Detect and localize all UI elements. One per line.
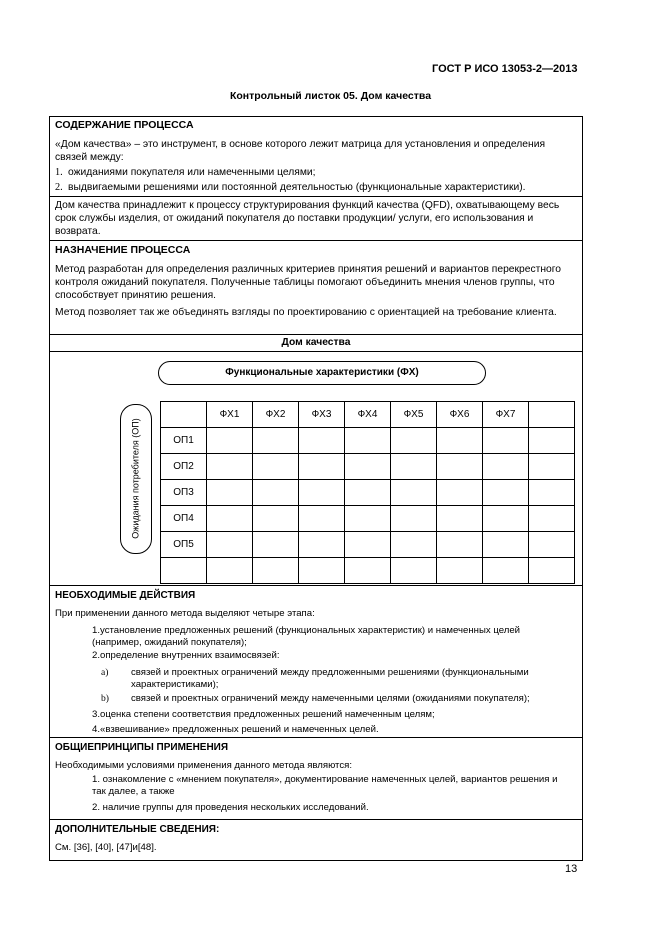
divider [49, 585, 583, 586]
row-header: ОП2 [161, 454, 207, 480]
list-item: 3.оценка степени соответствия предложенных решений намеченным целям; [92, 709, 435, 720]
matrix-cell [207, 454, 253, 480]
paragraph: «Дом качества» – это инструмент, в основе которого лежит матрица для установления и определения связей между: [55, 139, 546, 163]
matrix-cell [345, 558, 391, 584]
column-header: ФХ4 [345, 402, 391, 428]
column-header: ФХ1 [207, 402, 253, 428]
matrix-cell [483, 454, 529, 480]
paragraph: Метод разработан для определения различных критериев принятия решений и вариантов перекрестного контроля ожиданий покупателя. Полученные таблицы помогают объединить мнения членов группы, что способствует принятию решения. [55, 264, 562, 301]
column-header: ФХ6 [437, 402, 483, 428]
customer-expectations-oval [120, 404, 152, 554]
paragraph: Метод позволяет так же объединять взгляды по проектированию с ориентацией на требование клиента. [55, 307, 557, 318]
section-heading: ДОПОЛНИТЕЛЬНЫЕ СВЕДЕНИЯ: [55, 824, 220, 835]
paragraph: Необходимыми условиями применения данного метода являются: [55, 760, 352, 771]
matrix-cell [345, 428, 391, 454]
matrix-cell [529, 402, 575, 428]
list-item: 1.установление предложенных решений (функциональных характеристик) и намеченных целей (например, ожиданий покупателя); [92, 625, 521, 648]
matrix-cell [253, 480, 299, 506]
matrix-cell [299, 558, 345, 584]
matrix-cell [529, 532, 575, 558]
list-text: выдвигаемыми решениями или постоянной деятельностью (функциональные характеристики). [68, 182, 526, 193]
list-item: 4.«взвешивание» предложенных решений и намеченных целей. [92, 724, 379, 735]
matrix-cell [161, 402, 207, 428]
table-row [161, 558, 575, 584]
matrix-cell [207, 428, 253, 454]
matrix-cell [299, 454, 345, 480]
references: См. [36], [40], [47]и[48]. [55, 842, 157, 853]
table-row [161, 506, 575, 532]
section-heading: НАЗНАЧЕНИЕ ПРОЦЕССА [55, 244, 191, 256]
list-item: 2. наличие группы для проведения нескольких исследований. [92, 802, 369, 813]
matrix-cell [345, 532, 391, 558]
list-marker: b) [101, 693, 109, 704]
row-header: ОП1 [161, 428, 207, 454]
table-row [161, 532, 575, 558]
matrix-cell [437, 428, 483, 454]
diagram-title: Дом качества [281, 337, 351, 348]
matrix-cell [253, 506, 299, 532]
list-text: ожиданиями покупателя или намеченными целями; [68, 167, 316, 178]
divider [49, 334, 583, 335]
matrix-cell [299, 428, 345, 454]
matrix-cell [391, 558, 437, 584]
list-item: связей и проектных ограничений между намеченными целями (ожиданиями покупателя); [131, 693, 530, 704]
matrix-cell [437, 480, 483, 506]
matrix-cell [299, 506, 345, 532]
matrix-cell [253, 532, 299, 558]
matrix-cell [483, 558, 529, 584]
functional-characteristics-label: Функциональные характеристики (ФХ) [158, 361, 486, 385]
matrix-cell [529, 558, 575, 584]
matrix-cell [345, 480, 391, 506]
matrix-cell [207, 506, 253, 532]
list-marker: а) [101, 667, 109, 678]
table-row [161, 454, 575, 480]
page-number: 13 [565, 863, 578, 875]
divider [49, 819, 583, 820]
column-header: ФХ7 [483, 402, 529, 428]
matrix-cell [437, 532, 483, 558]
matrix-cell [529, 506, 575, 532]
matrix-cell [483, 506, 529, 532]
paragraph: При применении данного метода выделяют четыре этапа: [55, 608, 315, 619]
customer-expectations-label: Ожидания потребителя (ОП) [130, 418, 141, 539]
matrix-cell [437, 454, 483, 480]
matrix-cell [529, 480, 575, 506]
matrix-cell [391, 428, 437, 454]
row-header: ОП3 [161, 480, 207, 506]
section-heading: СОДЕРЖАНИЕ ПРОЦЕССА [55, 119, 194, 131]
list-number: 2. [55, 182, 63, 193]
divider [49, 240, 583, 241]
matrix-cell [207, 532, 253, 558]
matrix-cell [437, 558, 483, 584]
column-header: ФХ3 [299, 402, 345, 428]
matrix-cell [207, 480, 253, 506]
matrix-cell [207, 558, 253, 584]
house-of-quality-matrix [160, 401, 575, 584]
column-header: ФХ2 [253, 402, 299, 428]
list-item: 2.определение внутренних взаимосвязей: [92, 650, 280, 661]
section-heading: ОБЩИЕПРИНЦИПЫ ПРИМЕНЕНИЯ [55, 742, 229, 753]
row-header: ОП4 [161, 506, 207, 532]
matrix-cell [391, 532, 437, 558]
list-item: связей и проектных ограничений между предложенными решениями (функциональными характеристиками); [131, 667, 529, 690]
matrix-cell [391, 454, 437, 480]
table-row [161, 428, 575, 454]
matrix-cell [483, 428, 529, 454]
divider [49, 737, 583, 738]
list-item [55, 166, 577, 179]
list-item [55, 181, 577, 194]
matrix-cell [299, 480, 345, 506]
table-row [161, 402, 575, 428]
matrix-cell [529, 454, 575, 480]
document-id: ГОСТ Р ИСО 13053-2—2013 [432, 63, 578, 75]
divider [49, 196, 583, 197]
matrix-cell [345, 454, 391, 480]
section-heading: НЕОБХОДИМЫЕ ДЕЙСТВИЯ [55, 590, 196, 601]
matrix-cell [161, 558, 207, 584]
matrix-cell [253, 454, 299, 480]
matrix-cell [253, 428, 299, 454]
matrix-cell [483, 480, 529, 506]
matrix-cell [483, 532, 529, 558]
column-header: ФХ5 [391, 402, 437, 428]
document-title: Контрольный листок 05. Дом качества [229, 90, 432, 102]
matrix-cell [437, 506, 483, 532]
list-item: 1. ознакомление с «мнением покупателя», документирование намеченных целей, вариантов решения и так далее, а также [92, 774, 558, 797]
matrix-cell [253, 558, 299, 584]
table-row [161, 480, 575, 506]
matrix-cell [391, 480, 437, 506]
list-number: 1. [55, 167, 63, 178]
paragraph: Дом качества принадлежит к процессу структурирования функций качества (QFD), охватывающему весь срок службы изделия, от ожиданий покупателя до поставки продукции/ услуги, его использования и возврата. [55, 200, 560, 237]
matrix-cell [345, 506, 391, 532]
matrix-cell [529, 428, 575, 454]
matrix-cell [299, 532, 345, 558]
row-header: ОП5 [161, 532, 207, 558]
matrix-cell [391, 506, 437, 532]
divider [49, 351, 583, 352]
